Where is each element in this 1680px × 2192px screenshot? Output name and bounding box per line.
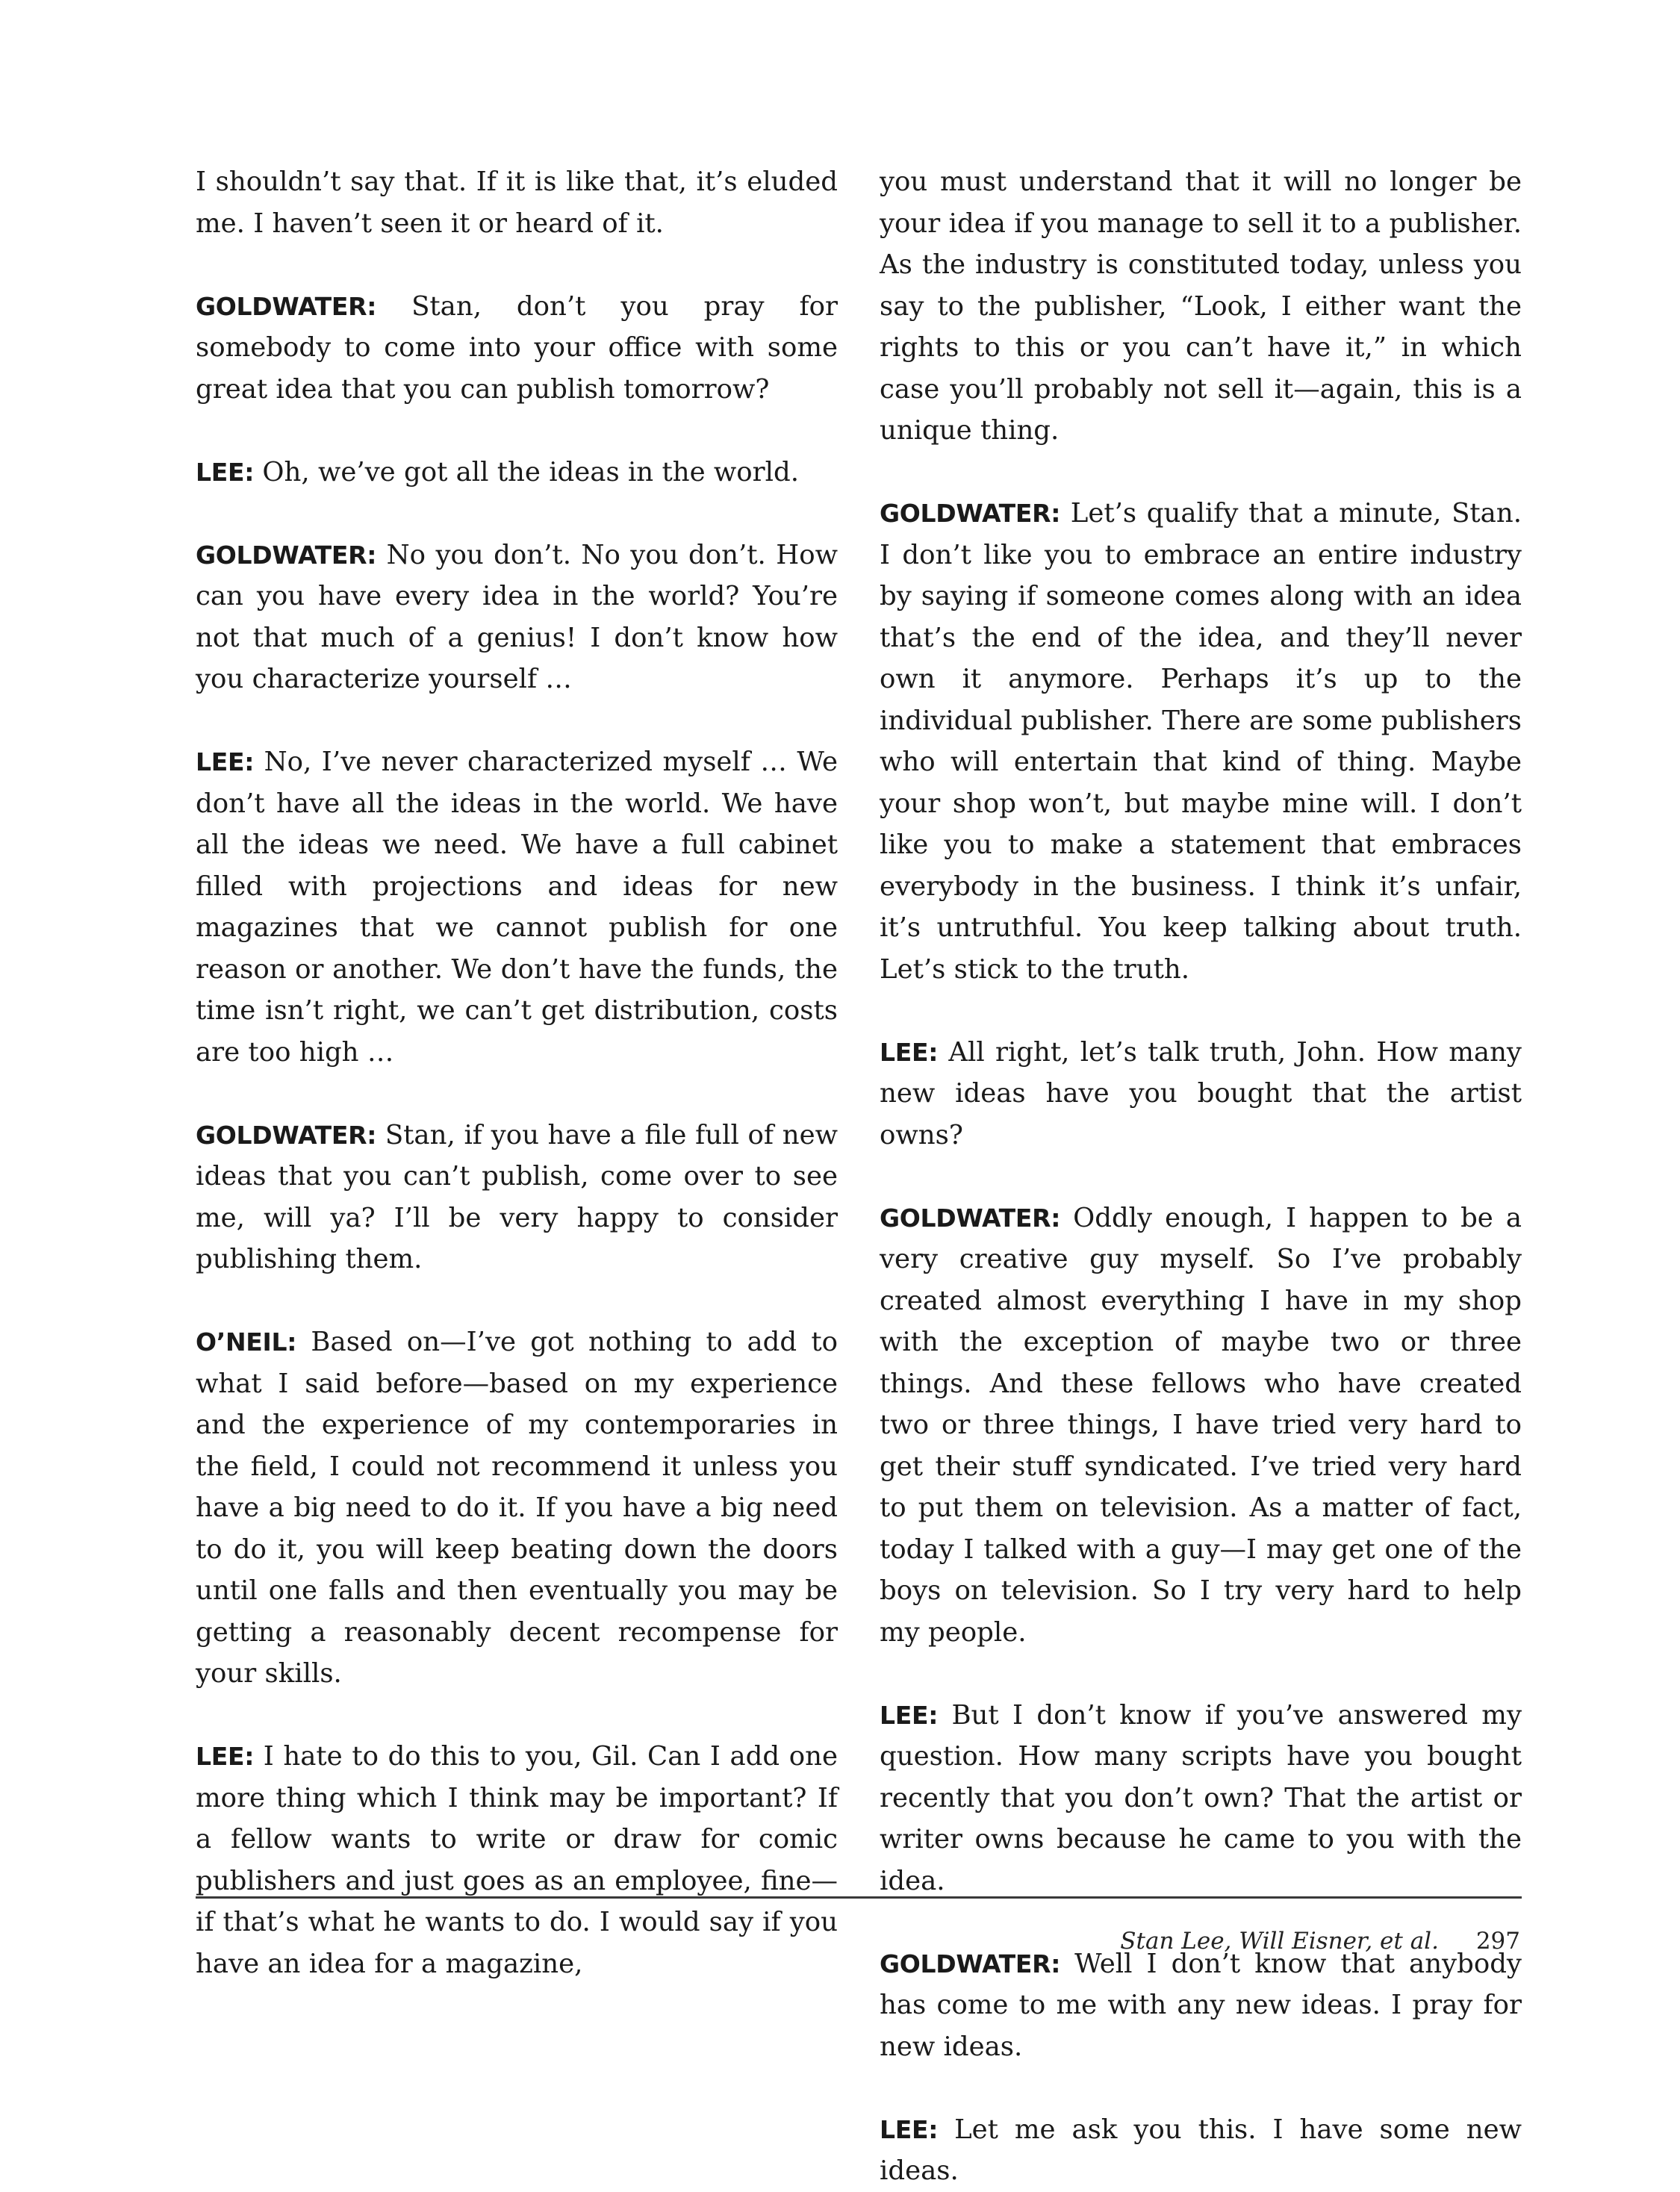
speaker-label: GOLDWATER: <box>196 540 377 570</box>
page-number: 297 <box>1475 1928 1520 1955</box>
paragraph-text: Stan, don’t you pray for somebody to come into your office with some great idea that you can publish tomorrow? <box>196 290 838 405</box>
paragraph <box>196 1115 838 1280</box>
paragraph-text: No, I’ve never characterized myself … We don’t have all the ideas in the world. We have all the ideas we need. We have a full cabinet filled with projections and ideas for new magazines that we cannot publish for one reason or another. We don’t have the funds, the time isn’t right, we can’t get distribution, costs are too high … <box>196 747 838 1068</box>
speaker-label: GOLDWATER: <box>880 1203 1061 1233</box>
speaker-label: LEE: <box>880 1700 939 1730</box>
paragraph <box>196 161 838 244</box>
paragraph <box>196 452 838 493</box>
paragraph <box>880 1032 1522 1156</box>
paragraph-text: Oh, we’ve got all the ideas in the world. <box>254 456 799 488</box>
page-footer <box>1120 1928 1520 1955</box>
paragraph <box>880 1943 1522 2068</box>
speaker-label: O’NEIL: <box>196 1327 297 1357</box>
paragraph-text: Let’s qualify that a minute, Stan. I don’t like you to embrace an entire industry by saying if someone comes along with an idea that’s the end of the idea, and they’ll never own it anymore. Perhaps it’s up to the individual publisher. There are some publishers who will entertain that kind of thing. Maybe your shop won’t, but maybe mine will. I don’t like you to make a statement that embraces everybody in the business. I think it’s unfair, it’s untruthful. You keep talking about truth. Let’s stick to the truth. <box>880 498 1522 985</box>
paragraph-text: I hate to do this to you, Gil. Can I add one more thing which I think may be important? If a fellow wants to write or draw for comic publishers and just goes as an employee, fine—if that’s what he wants to do. I would say if you have an idea for a magazine, <box>196 1741 838 1979</box>
paragraph <box>196 741 838 1073</box>
paragraph-text: Based on—I’ve got nothing to add to what I said before—based on my experience and the experience of my contemporaries in the field, I could not recommend it unless you have a big need to do it. If you have a big need to do it, you will keep beating down the doors until one falls and then eventually you may be getting a reasonably decent recompense for your skills. <box>196 1327 838 1689</box>
paragraph <box>196 1736 838 1984</box>
paragraph <box>196 286 838 411</box>
left-text-column <box>196 161 838 1984</box>
speaker-label: LEE: <box>196 1742 255 1771</box>
paragraph-text: Well I don’t know that anybody has come to me with any new ideas. I pray for new ideas. <box>880 1948 1522 2062</box>
speaker-label: GOLDWATER: <box>196 291 377 321</box>
paragraph-text: No you don’t. No you don’t. How can you have every idea in the world? You’re not that much of a genius! I don’t know how you characterize yourself … <box>196 539 838 694</box>
paragraph <box>880 1695 1522 1902</box>
paragraph-text: All right, let’s talk truth, John. How many new ideas have you bought that the artist owns? <box>880 1036 1522 1151</box>
paragraph <box>196 535 838 700</box>
right-text-column <box>880 161 1522 2192</box>
speaker-label: GOLDWATER: <box>880 499 1061 528</box>
speaker-label: GOLDWATER: <box>880 1949 1061 1978</box>
paragraph <box>880 2109 1522 2192</box>
paragraph <box>880 1198 1522 1654</box>
speaker-label: LEE: <box>880 1037 939 1067</box>
speaker-label: LEE: <box>880 2114 939 2144</box>
paragraph <box>880 161 1522 452</box>
paragraph-text: But I don’t know if you’ve answered my question. How many scripts have you bought recently that you don’t own? That the artist or writer owns because he came to you with the idea. <box>880 1699 1522 1896</box>
paragraph-text: I shouldn’t say that. If it is like that, it’s eluded me. I haven’t seen it or heard of it. <box>196 166 838 239</box>
paragraph-text: Stan, if you have a file full of new ideas that you can’t publish, come over to see me, will ya? I’ll be very happy to consider publishing them. <box>196 1119 838 1274</box>
paragraph-text: Oddly enough, I happen to be a very creative guy myself. So I’ve probably created almost everything I have in my shop with the exception of maybe two or three things. And these fellows who have created two or three things, I have tried very hard to get their stuff syndicated. I’ve tried very hard to put them on television. As a matter of fact, today I talked with a guy—I may get one of the boys on television. So I try very hard to help my people. <box>880 1202 1522 1648</box>
footer-rule <box>196 1896 1522 1899</box>
speaker-label: GOLDWATER: <box>196 1120 377 1150</box>
paragraph-text: you must understand that it will no longer be your idea if you manage to sell it to a publisher. As the industry is constituted today, unless you say to the publisher, “Look, I either want the rights to this or you can’t have it,” in which case you’ll probably not sell it—again, this is a unique thing. <box>880 166 1522 446</box>
speaker-label: LEE: <box>196 747 255 776</box>
paragraph <box>196 1321 838 1695</box>
paragraph <box>880 493 1522 990</box>
speaker-label: LEE: <box>196 457 255 487</box>
paragraph-text: Let me ask you this. I have some new ideas. <box>880 2114 1522 2186</box>
running-footer-authors: Stan Lee, Will Eisner, et al. <box>1120 1928 1439 1955</box>
